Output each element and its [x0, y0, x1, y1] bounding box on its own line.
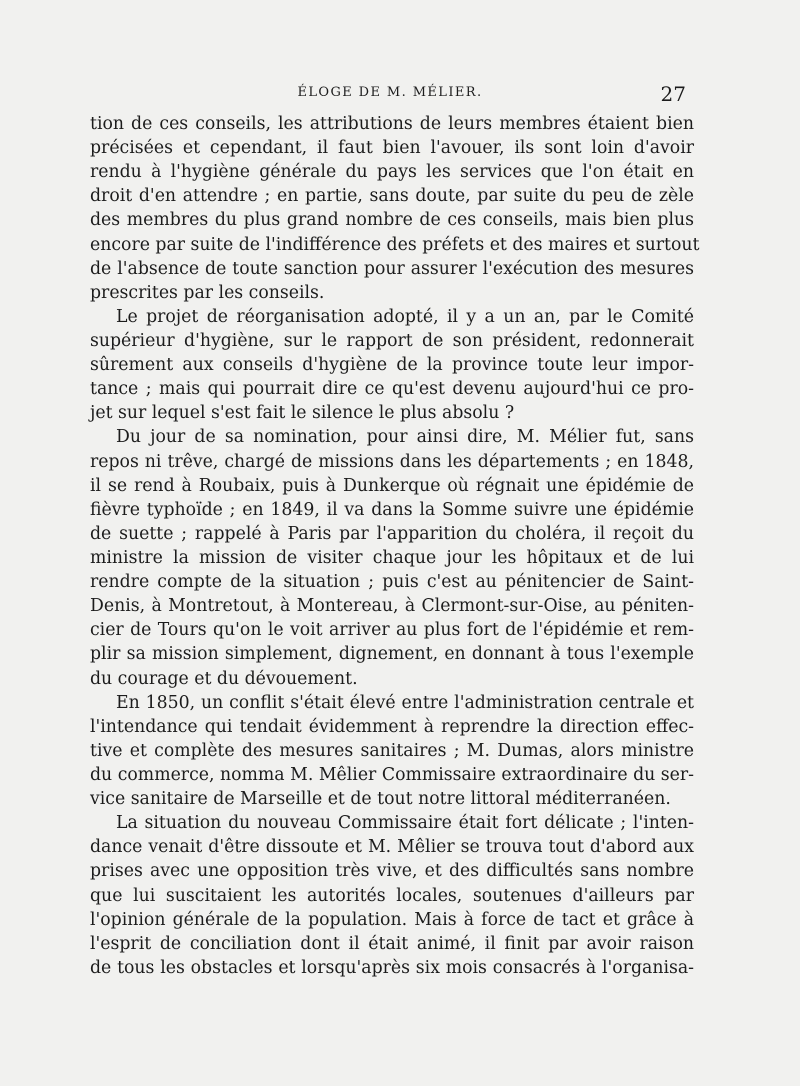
- text-line: repos ni trêve, chargé de missions dans les départements ; en 1848,: [90, 451, 694, 472]
- text-line: jet sur lequel s'est fait le silence le plus absolu ?: [90, 403, 515, 424]
- text-line: droit d'en attendre ; en partie, sans doute, par suite du peu de zèle: [90, 186, 694, 207]
- paragraph-first-line: Le projet de réorganisation adopté, il y a un an, par le Comité: [116, 306, 694, 327]
- text-line: Denis, à Montretout, à Montereau, à Clermont-sur-Oise, au péniten-: [90, 596, 694, 617]
- text-line: il se rend à Roubaix, puis à Dunkerque où régnait une épidémie de: [90, 475, 694, 496]
- running-title: ÉLOGE DE M. MÉLIER.: [297, 85, 483, 100]
- text-line: de l'absence de toute sanction pour assurer l'exécution des mesures: [90, 258, 694, 279]
- text-line: plir sa mission simplement, dignement, en donnant à tous l'exemple: [90, 644, 694, 665]
- text-line: l'esprit de conciliation dont il était animé, il finit par avoir raison: [90, 933, 694, 954]
- text-line: encore par suite de l'indifférence des préfets et des maires et surtout: [90, 234, 700, 255]
- text-line: de tous les obstacles et lorsqu'après six mois consacrés à l'organisa-: [90, 957, 694, 978]
- text-line: prescrites par les conseils.: [90, 282, 325, 303]
- text-line: précisées et cependant, il faut bien l'avouer, ils sont loin d'avoir: [90, 138, 694, 159]
- paragraph-first-line: En 1850, un conflit s'était élevé entre l'administration centrale et: [116, 692, 694, 713]
- text-line: tive et complète des mesures sanitaires ; M. Dumas, alors ministre: [90, 740, 694, 761]
- text-line: cier de Tours qu'on le voit arriver au plus fort de l'épidémie et rem-: [90, 620, 694, 641]
- text-line: que lui suscitaient les autorités locales, soutenues d'ailleurs par: [90, 885, 694, 906]
- text-line: tance ; mais qui pourrait dire ce qu'est devenu aujourd'hui ce pro-: [90, 379, 694, 400]
- text-line: des membres du plus grand nombre de ces conseils, mais bien plus: [90, 210, 694, 231]
- running-header: [90, 82, 690, 106]
- text-line: l'intendance qui tendait évidemment à reprendre la direction effec-: [90, 716, 694, 737]
- page-number: 27: [660, 82, 686, 106]
- text-line: vice sanitaire de Marseille et de tout notre littoral méditerranéen.: [90, 789, 671, 810]
- text-line: rendre compte de la situation ; puis c'est au pénitencier de Saint-: [90, 572, 694, 593]
- paragraph-first-line: La situation du nouveau Commissaire était fort délicate ; l'inten-: [116, 813, 694, 834]
- text-line: l'opinion générale de la population. Mais à force de tact et grâce à: [90, 909, 694, 930]
- body-text: [90, 112, 700, 980]
- text-line: prises avec une opposition très vive, et des difficultés sans nombre: [90, 861, 694, 882]
- text-line: ministre la mission de visiter chaque jour les hôpitaux et de lui: [90, 547, 694, 568]
- text-line: de suette ; rappelé à Paris par l'apparition du choléra, il reçoit du: [90, 523, 694, 544]
- text-line: rendu à l'hygiène générale du pays les services que l'on était en: [90, 162, 694, 183]
- text-line: tion de ces conseils, les attributions de leurs membres étaient bien: [90, 114, 694, 134]
- text-line: fièvre typhoïde ; en 1849, il va dans la Somme suivre une épidémie: [90, 499, 694, 520]
- text-line: du commerce, nomma M. Mêlier Commissaire extraordinaire du ser-: [90, 764, 694, 785]
- text-line: dance venait d'être dissoute et M. Mêlier se trouva tout d'abord aux: [90, 837, 694, 858]
- paragraph-first-line: Du jour de sa nomination, pour ainsi dire, M. Mélier fut, sans: [116, 427, 694, 448]
- text-line: supérieur d'hygiène, sur le rapport de son président, redonnerait: [90, 330, 694, 351]
- text-line: du courage et du dévouement.: [90, 668, 358, 689]
- text-line: sûrement aux conseils d'hygiène de la province toute leur impor-: [90, 355, 694, 376]
